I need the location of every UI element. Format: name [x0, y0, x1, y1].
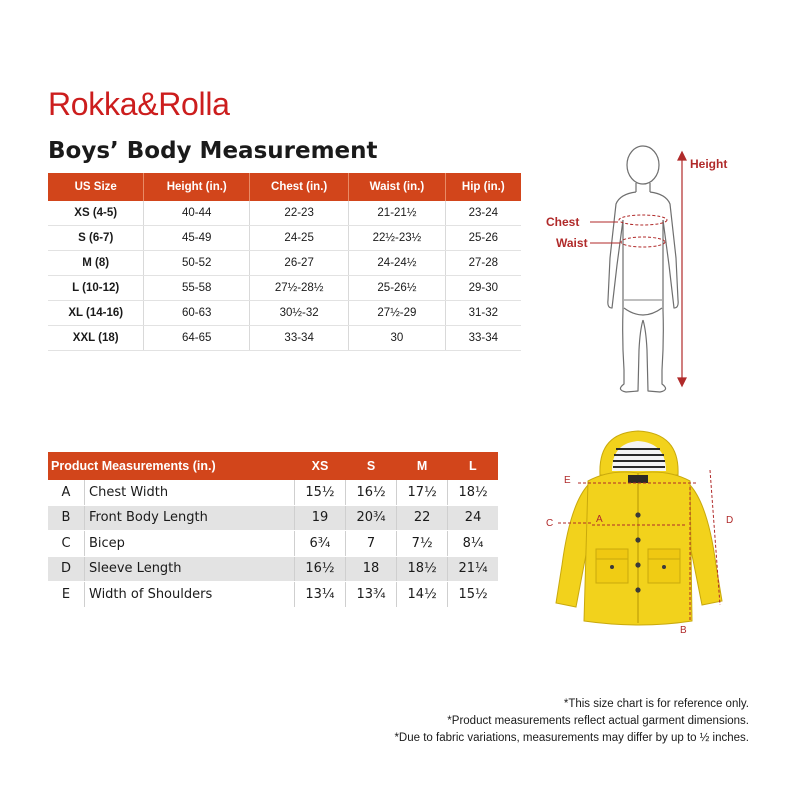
- label-e: E: [564, 475, 571, 486]
- chest-label: Chest: [546, 215, 580, 229]
- table-row: [48, 251, 521, 276]
- table-cell: 18: [346, 556, 397, 582]
- body-diagram: [540, 140, 740, 400]
- size-cell: S (6-7): [48, 226, 144, 251]
- height-label: Height: [690, 157, 728, 171]
- column-header: L: [448, 452, 498, 480]
- column-header: Waist (in.): [349, 173, 445, 201]
- table-cell: 27½-28½: [250, 276, 349, 301]
- table-header-row: [48, 173, 521, 201]
- footnote: *Due to fabric variations, measurements may differ by up to ½ inches.: [394, 732, 749, 744]
- table-cell: 19: [294, 505, 345, 531]
- table-cell: 30: [349, 326, 445, 351]
- table-row: [48, 531, 498, 557]
- size-cell: XXL (18): [48, 326, 144, 351]
- table-cell: 33-34: [445, 326, 521, 351]
- table-cell: 16½: [294, 556, 345, 582]
- table-cell: 15½: [448, 582, 498, 608]
- table-row: [48, 582, 498, 608]
- child-silhouette-icon: [608, 146, 678, 392]
- table-row: [48, 326, 521, 351]
- table-cell: 45-49: [144, 226, 250, 251]
- brand-logo: Rokka&Rolla: [48, 86, 230, 122]
- footnotes: [394, 696, 749, 747]
- table-cell: 60-63: [144, 301, 250, 326]
- measurement-name: Front Body Length: [85, 505, 295, 531]
- letter-cell: B: [48, 505, 85, 531]
- column-header: Hip (in.): [445, 173, 521, 201]
- measurement-name: Sleeve Length: [85, 556, 295, 582]
- table-cell: 24-25: [250, 226, 349, 251]
- table-cell: 24-24½: [349, 251, 445, 276]
- footnote: *Product measurements reflect actual garment dimensions.: [447, 715, 749, 727]
- table-cell: 21-21½: [349, 201, 445, 226]
- table-cell: 27½-29: [349, 301, 445, 326]
- table-cell: 30½-32: [250, 301, 349, 326]
- table-cell: 26-27: [250, 251, 349, 276]
- table-row: [48, 480, 498, 505]
- measurement-name: Width of Shoulders: [85, 582, 295, 608]
- letter-cell: A: [48, 480, 85, 505]
- product-measurement-table: [48, 452, 498, 608]
- size-cell: XS (4-5): [48, 201, 144, 226]
- table-row: [48, 505, 498, 531]
- letter-cell: E: [48, 582, 85, 608]
- column-header: S: [346, 452, 397, 480]
- table-cell: 13¼: [294, 582, 345, 608]
- table-cell: 21¼: [448, 556, 498, 582]
- waist-label: Waist: [556, 236, 588, 250]
- letter-cell: C: [48, 531, 85, 557]
- column-header: US Size: [48, 173, 144, 201]
- table-cell: 24: [448, 505, 498, 531]
- table-cell: 31-32: [445, 301, 521, 326]
- table-cell: 50-52: [144, 251, 250, 276]
- table-cell: 15½: [294, 480, 345, 505]
- table-cell: 33-34: [250, 326, 349, 351]
- table-cell: 40-44: [144, 201, 250, 226]
- jacket-diagram: [540, 425, 750, 640]
- table-cell: 18½: [448, 480, 498, 505]
- column-header: XS: [294, 452, 345, 480]
- waist-arrow-icon: [590, 237, 665, 247]
- table-cell: 23-24: [445, 201, 521, 226]
- table-row: [48, 201, 521, 226]
- size-cell: L (10-12): [48, 276, 144, 301]
- label-d: D: [726, 515, 734, 526]
- table-row: [48, 276, 521, 301]
- chest-arrow-icon: [590, 215, 667, 225]
- table-cell: 29-30: [445, 276, 521, 301]
- table-cell: 17½: [397, 480, 448, 505]
- table-cell: 55-58: [144, 276, 250, 301]
- label-a: A: [596, 514, 603, 525]
- table-cell: 64-65: [144, 326, 250, 351]
- table-cell: 20¾: [346, 505, 397, 531]
- label-c: C: [546, 518, 554, 529]
- height-arrow-icon: [678, 152, 686, 386]
- table-cell: 22-23: [250, 201, 349, 226]
- table-row: [48, 226, 521, 251]
- table-cell: 8¼: [448, 531, 498, 557]
- measurement-name: Chest Width: [85, 480, 295, 505]
- size-cell: M (8): [48, 251, 144, 276]
- table-cell: 22½-23½: [349, 226, 445, 251]
- column-header: M: [397, 452, 448, 480]
- body-measurement-table: [48, 173, 521, 351]
- table-row: [48, 556, 498, 582]
- footnote: *This size chart is for reference only.: [563, 698, 749, 710]
- table-cell: 16½: [346, 480, 397, 505]
- table-header-row: [48, 452, 498, 480]
- column-header: Chest (in.): [250, 173, 349, 201]
- table-cell: 7½: [397, 531, 448, 557]
- table-cell: 13¾: [346, 582, 397, 608]
- table-cell: 27-28: [445, 251, 521, 276]
- jacket-icon: [556, 431, 722, 625]
- letter-cell: D: [48, 556, 85, 582]
- table-cell: 25-26: [445, 226, 521, 251]
- table-row: [48, 301, 521, 326]
- page-title: Boys’ Body Measurement: [48, 138, 378, 164]
- measurement-name: Bicep: [85, 531, 295, 557]
- table-cell: 7: [346, 531, 397, 557]
- table-cell: 14½: [397, 582, 448, 608]
- size-cell: XL (14-16): [48, 301, 144, 326]
- table-cell: 6¾: [294, 531, 345, 557]
- column-header: Product Measurements (in.): [48, 452, 294, 480]
- label-b: B: [680, 625, 687, 636]
- table-cell: 22: [397, 505, 448, 531]
- table-cell: 25-26½: [349, 276, 445, 301]
- column-header: Height (in.): [144, 173, 250, 201]
- table-cell: 18½: [397, 556, 448, 582]
